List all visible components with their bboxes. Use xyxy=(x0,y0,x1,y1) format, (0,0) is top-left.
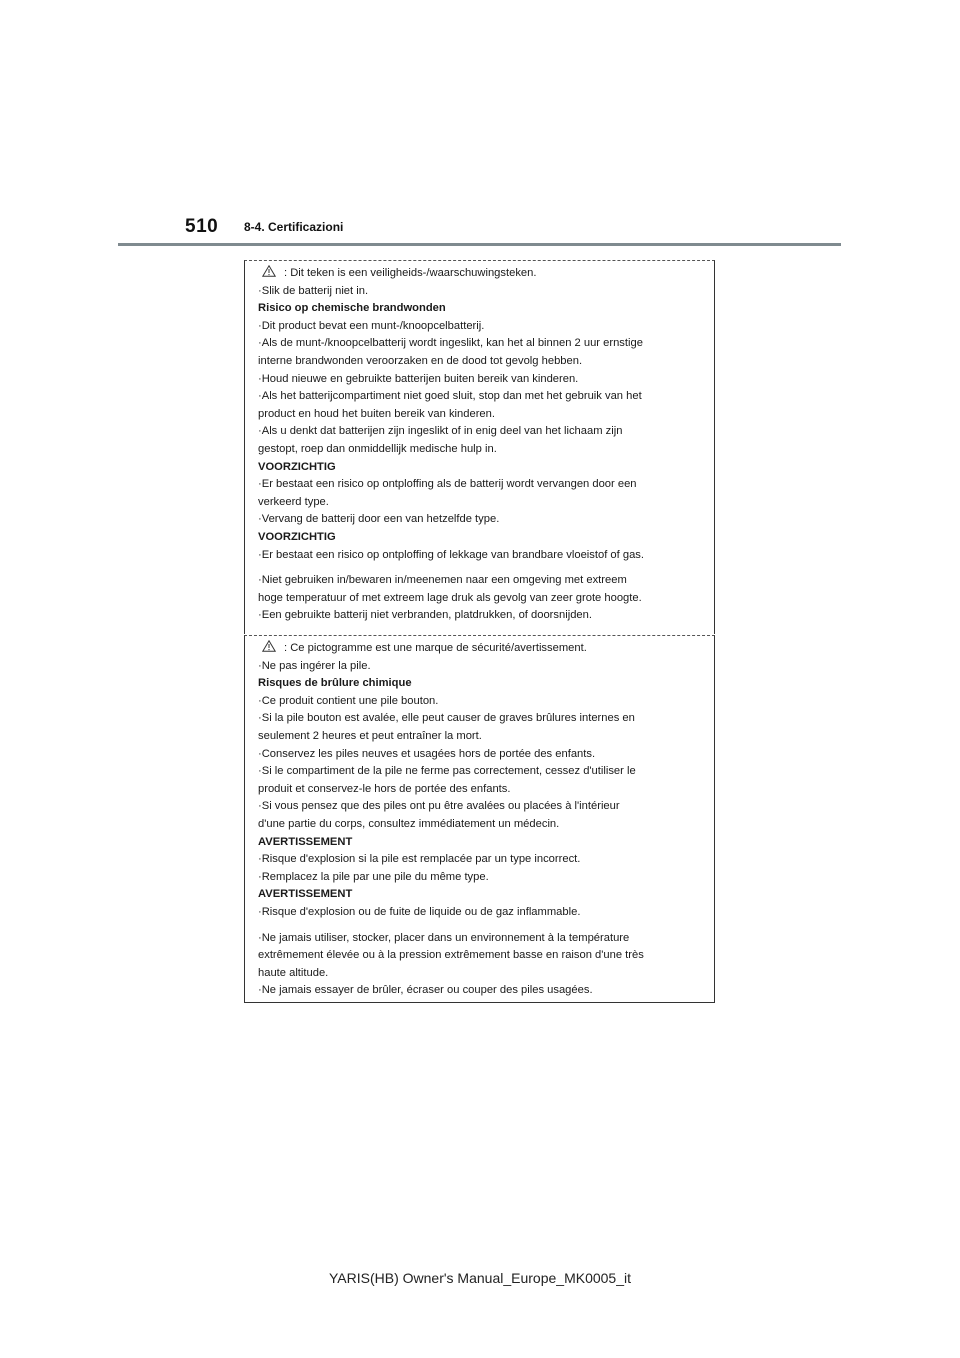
french-line: ·Ne jamais essayer de brûler, écraser ou couper des piles usagées. xyxy=(258,984,593,997)
french-line: ·Risque d'explosion si la pile est remplacée par un type incorrect. xyxy=(258,853,581,866)
dutch-line: verkeerd type. xyxy=(258,495,329,508)
dutch-line: ·Als de munt-/knoopcelbatterij wordt ingeslikt, kan het al binnen 2 uur ernstige xyxy=(258,337,643,350)
footer-manual-id: YARIS(HB) Owner's Manual_Europe_MK0005_it xyxy=(329,1270,631,1286)
dutch-line: ·Een gebruikte batterij niet verbranden, platdrukken, of doorsnijden. xyxy=(258,609,592,622)
dutch-intro-line xyxy=(258,265,710,283)
dutch-line: hoge temperatuur of met extreem lage druk als gevolg van zeer grote hoogte. xyxy=(258,591,642,604)
page-number: 510 xyxy=(185,216,219,237)
dutch-line: ·Als u denkt dat batterijen zijn ingeslikt of in enig deel van het lichaam zijn xyxy=(258,425,623,438)
dutch-line: product en houd het buiten bereik van kinderen. xyxy=(258,407,495,420)
warning-triangle-icon xyxy=(262,640,276,652)
dutch-line: ·Slik de batterij niet in. xyxy=(258,284,369,297)
warning-triangle-icon xyxy=(262,265,276,277)
dutch-heading: VOORZICHTIG xyxy=(258,460,336,473)
french-line: seulement 2 heures et peut entraîner la mort. xyxy=(258,729,482,742)
dutch-line: ·Dit product bevat een munt-/knoopcelbatterij. xyxy=(258,319,485,332)
dutch-line: gestopt, roep dan onmiddellijk medische hulp in. xyxy=(258,442,497,455)
french-line: ·Remplacez la pile par une pile du même type. xyxy=(258,870,489,883)
french-line: ·Si la pile bouton est avalée, elle peut causer de graves brûlures internes en xyxy=(258,712,635,725)
dutch-line: interne brandwonden veroorzaken en de dood tot gevolg hebben. xyxy=(258,354,583,367)
dutch-line: ·Niet gebruiken in/bewaren in/meenemen naar een omgeving met extreem xyxy=(258,574,627,587)
french-heading: AVERTISSEMENT xyxy=(258,835,353,848)
dutch-line: ·Er bestaat een risico op ontploffing of lekkage van brandbare vloeistof of gas. xyxy=(258,548,645,561)
dutch-line: ·Er bestaat een risico op ontploffing als de batterij wordt vervangen door een xyxy=(258,478,637,491)
french-line: ·Ne pas ingérer la pile. xyxy=(258,659,371,672)
french-line: ·Si le compartiment de la pile ne ferme pas correctement, cessez d'utiliser le xyxy=(258,765,636,778)
french-line: extrêmement élevée ou à la pression extrêmement basse en raison d'une très xyxy=(258,949,644,962)
dutch-line: ·Als het batterijcompartiment niet goed sluit, stop dan met het gebruik van het xyxy=(258,390,642,403)
french-line: ·Risque d'explosion ou de fuite de liquide ou de gaz inflammable. xyxy=(258,905,581,918)
french-line: ·Ce produit contient une pile bouton. xyxy=(258,694,439,707)
section-title: 8-4. Certificazioni xyxy=(244,220,344,234)
french-line: ·Conservez les piles neuves et usagées hors de portée des enfants. xyxy=(258,747,596,760)
french-line: ·Si vous pensez que des piles ont pu être avalées ou placées à l'intérieur xyxy=(258,800,620,813)
scanned-label-image xyxy=(244,260,715,1012)
dutch-heading: Risico op chemische brandwonden xyxy=(258,302,446,315)
header-rule xyxy=(118,243,841,246)
french-intro-line xyxy=(258,640,710,658)
french-line: haute altitude. xyxy=(258,966,329,979)
french-line: d'une partie du corps, consultez immédiatement un médecin. xyxy=(258,817,560,830)
french-heading: Risques de brûlure chimique xyxy=(258,677,412,690)
french-warning-panel xyxy=(244,635,715,1003)
french-line: ·Ne jamais utiliser, stocker, placer dans un environnement à la température xyxy=(258,931,630,944)
french-heading: AVERTISSEMENT xyxy=(258,888,353,901)
dutch-line: ·Vervang de batterij door een van hetzelfde type. xyxy=(258,513,500,526)
dutch-warning-panel xyxy=(244,260,715,634)
dutch-intro-text: : Dit teken is een veiligheids-/waarschuwingsteken. xyxy=(284,267,537,279)
dutch-line: ·Houd nieuwe en gebruikte batterijen buiten bereik van kinderen. xyxy=(258,372,579,385)
dutch-heading: VOORZICHTIG xyxy=(258,530,336,543)
french-intro-text: : Ce pictogramme est une marque de sécurité/avertissement. xyxy=(284,642,587,654)
french-line: produit et conservez-le hors de portée des enfants. xyxy=(258,782,511,795)
